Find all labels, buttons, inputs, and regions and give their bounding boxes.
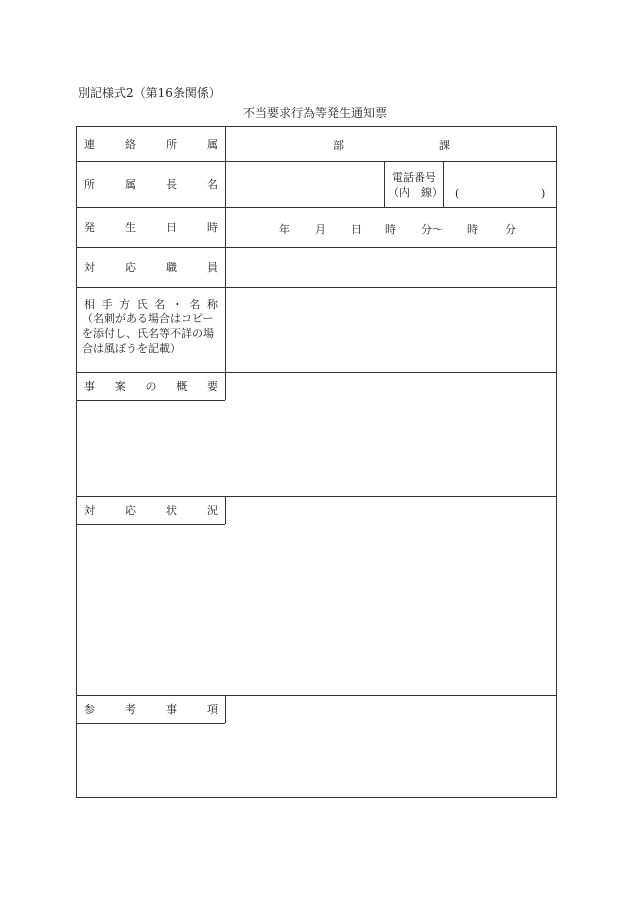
counterpart-label: 相 手 方 氏 名 ・ 名 称 — [84, 298, 218, 311]
department-label: 連 絡 所 属 — [84, 138, 218, 151]
datetime-label: 発 生 日 時 — [84, 221, 218, 234]
notification-form-table — [76, 126, 557, 798]
response-label: 対 応 状 況 — [84, 504, 218, 517]
month-unit: 月 — [315, 223, 326, 236]
minute-to-unit: 分 — [505, 223, 516, 236]
department-bu: 部 — [333, 139, 344, 152]
department-ka: 課 — [439, 139, 450, 152]
hour-unit: 時 — [385, 223, 396, 236]
hour-to-unit: 時 — [467, 223, 478, 236]
minute-from-unit: 分〜 — [421, 223, 443, 236]
day-unit: 日 — [351, 223, 362, 236]
staff-label: 対 応 職 員 — [84, 261, 218, 274]
reference-label: 参 考 事 項 — [84, 703, 218, 716]
year-unit: 年 — [279, 223, 290, 236]
phone-label: 電話番号 — [392, 171, 436, 184]
summary-label: 事 案 の 概 要 — [84, 380, 218, 393]
phone-close-paren: ) — [541, 187, 546, 200]
extension-label: （内 線） — [388, 186, 443, 199]
counterpart-note: （名刺がある場合はコピー を添付し、氏名等不詳の場 合は風ぼうを記載） — [82, 312, 214, 355]
manager-label: 所 属 長 名 — [84, 178, 218, 191]
form-title: 不当要求行為等発生通知票 — [242, 106, 387, 120]
phone-open-paren: ( — [455, 187, 460, 200]
form-number: 別記様式2（第16条関係） — [78, 86, 221, 100]
